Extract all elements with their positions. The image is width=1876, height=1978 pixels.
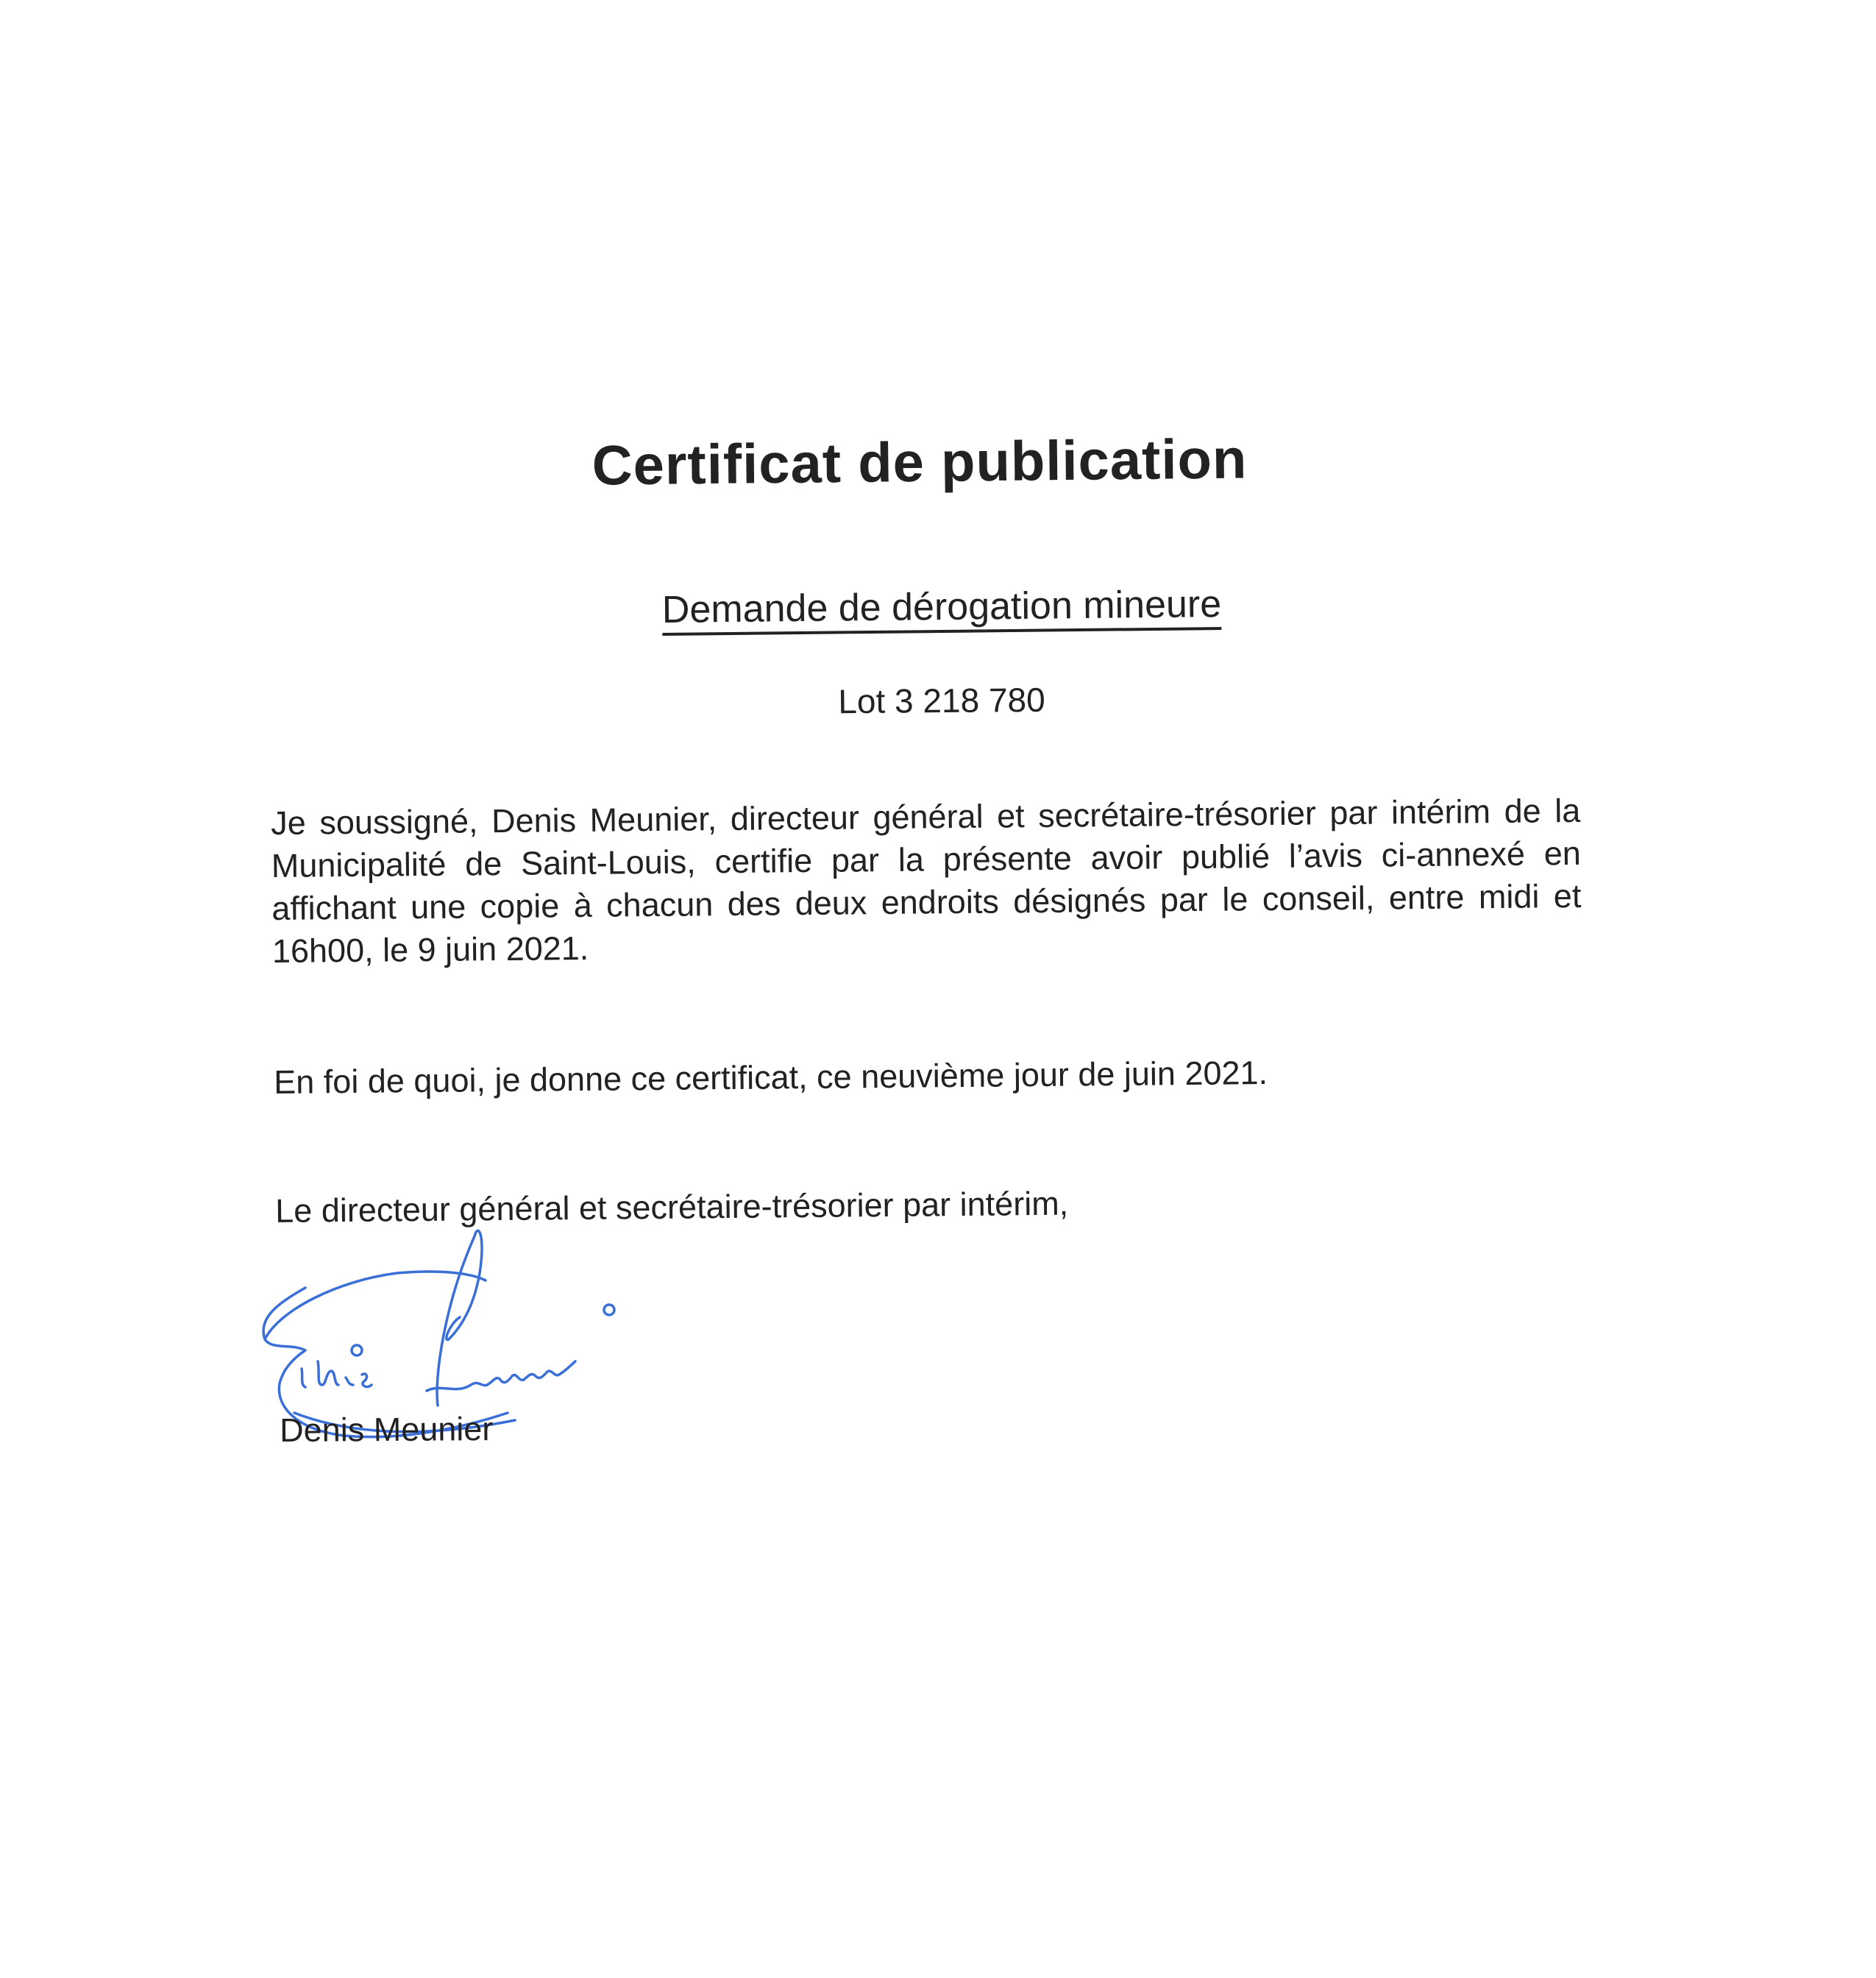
signer-role: Le directeur général et secrétaire-trésorier par intérim, — [275, 1184, 1069, 1230]
lot-number: Lot 3 218 780 — [838, 680, 1045, 721]
document-title: Certificat de publication — [591, 428, 1248, 497]
document-subtitle — [4, 575, 1876, 639]
certification-paragraph: Je soussigné, Denis Meunier, directeur général et secrétaire-trésorier par intérim de la Municipalité de Saint-Louis, certifie par la présente avoir publié l’avis ci-annexé en affichant une copie à chacun des deux endroits désignés par le conseil, entre midi et 16h00, le 9 juin 2021. — [271, 791, 1582, 970]
subtitle-text: Demande de dérogation mineure — [662, 583, 1222, 636]
attestation-line: En foi de quoi, je donne ce certificat, ce neuvième jour de juin 2021. — [274, 1054, 1268, 1101]
signer-name: Denis Meunier — [280, 1409, 494, 1449]
